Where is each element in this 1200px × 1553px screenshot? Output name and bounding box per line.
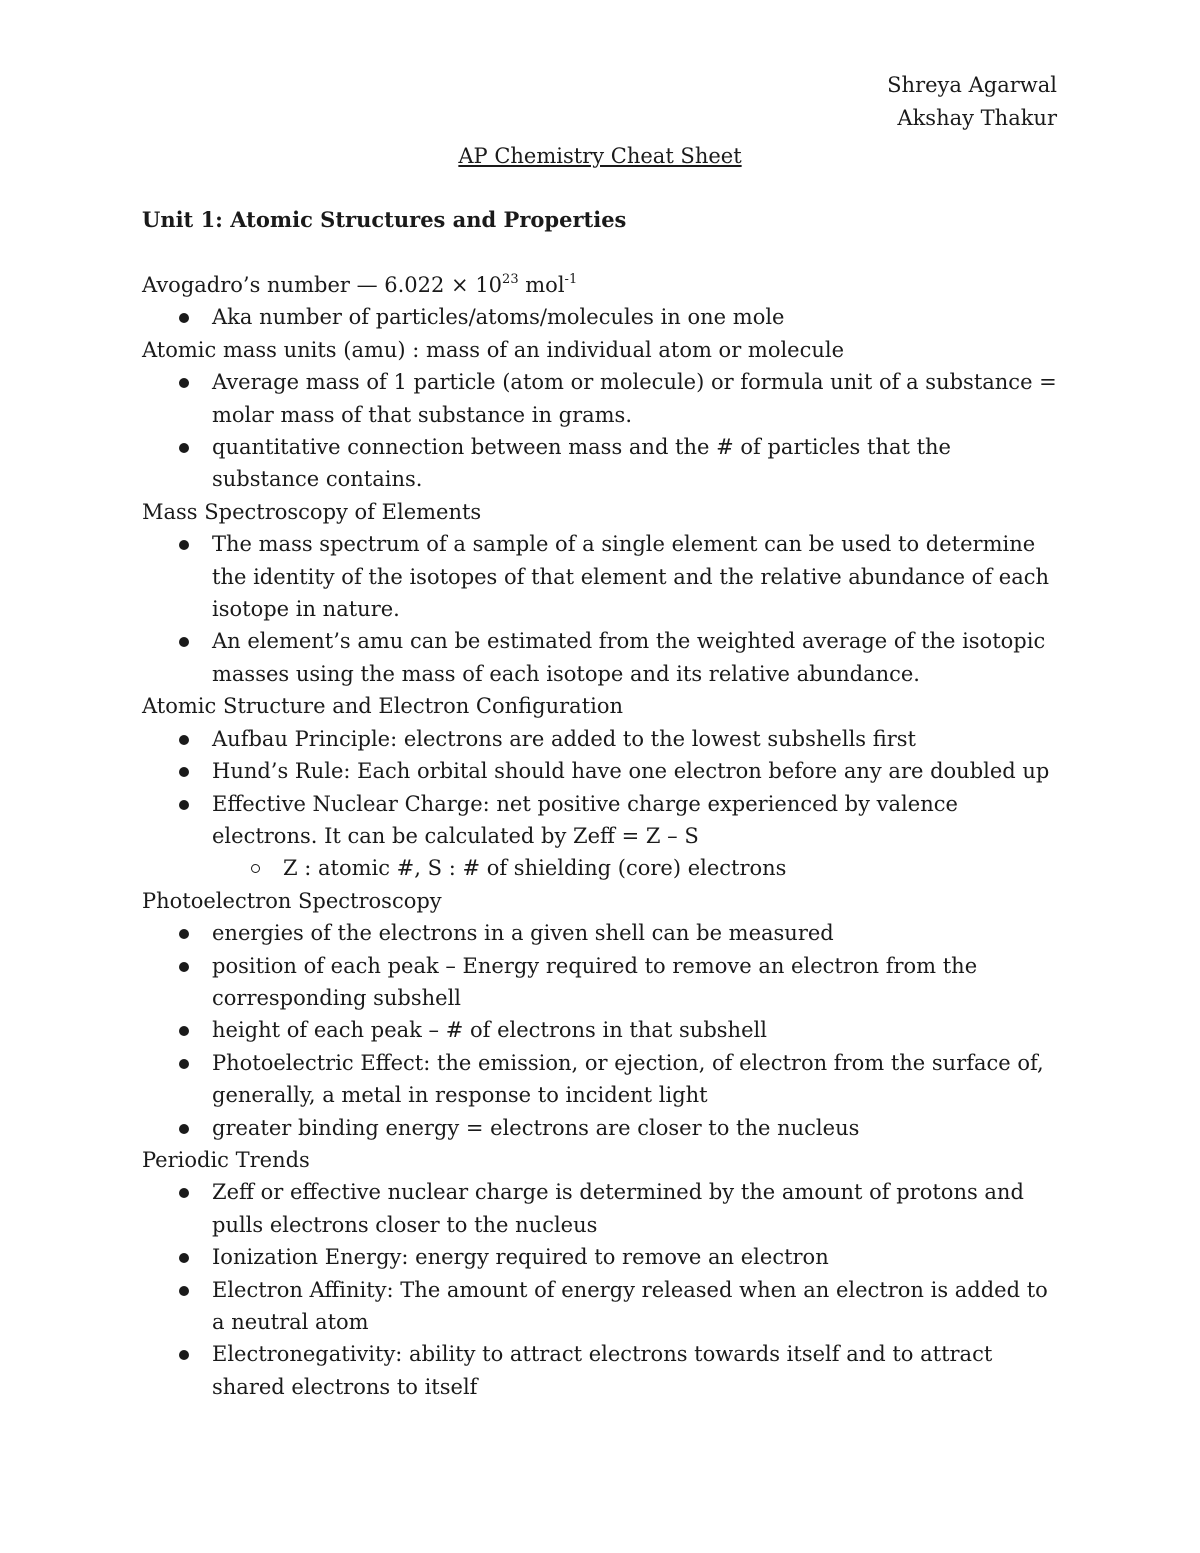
- sub-list-item: Z : atomic #, S : # of shielding (core) electrons: [142, 852, 1062, 884]
- bullet-icon: [179, 313, 189, 323]
- list-item: Effective Nuclear Charge: net positive charge experienced by valence electrons. It can be calculated by Zeff = Z – S: [142, 788, 1062, 853]
- list-item: height of each peak – # of electrons in that subshell: [142, 1014, 1062, 1046]
- amu-heading: Atomic mass units (amu) : mass of an individual atom or molecule: [142, 337, 845, 362]
- list-item: Electronegativity: ability to attract electrons towards itself and to attract shared electrons to itself: [142, 1338, 1062, 1403]
- bullet-icon: [179, 637, 189, 647]
- document-body: [142, 269, 1062, 1403]
- author-name-1: Shreya Agarwal: [887, 73, 1057, 97]
- list-item: Electron Affinity: The amount of energy released when an electron is added to a neutral atom: [142, 1274, 1062, 1339]
- bullet-icon: [179, 767, 189, 777]
- bullet-icon: [179, 1188, 189, 1198]
- list-item: The mass spectrum of a sample of a single element can be used to determine the identity of the isotopes of that element and the relative abundance of each isotope in nature.: [142, 528, 1062, 625]
- bullet-icon: [179, 1059, 189, 1069]
- bullet-icon: [179, 540, 189, 550]
- bullet-icon: [179, 1286, 189, 1296]
- bullet-icon: [179, 1026, 189, 1036]
- list-item: Aka number of particles/atoms/molecules in one mole: [142, 301, 1062, 333]
- bullet-icon: [179, 962, 189, 972]
- list-item: Average mass of 1 particle (atom or molecule) or formula unit of a substance = molar mass of that substance in grams.: [142, 366, 1062, 431]
- list-item: energies of the electrons in a given shell can be measured: [142, 917, 1062, 949]
- list-item: position of each peak – Energy required to remove an electron from the corresponding subshell: [142, 950, 1062, 1015]
- list-item: Hund’s Rule: Each orbital should have one electron before any are doubled up: [142, 755, 1062, 787]
- periodic-trends-heading: Periodic Trends: [142, 1147, 310, 1172]
- document-title: AP Chemistry Cheat Sheet: [458, 144, 742, 168]
- bullet-icon: [179, 1350, 189, 1360]
- bullet-icon: [179, 800, 189, 810]
- pes-heading: Photoelectron Spectroscopy: [142, 888, 442, 913]
- bullet-icon: [179, 378, 189, 388]
- bullet-icon: [179, 735, 189, 745]
- list-item: An element’s amu can be estimated from the weighted average of the isotopic masses using the mass of each isotope and its relative abundance.: [142, 625, 1062, 690]
- bullet-icon: [179, 929, 189, 939]
- bullet-icon: [179, 443, 189, 453]
- atomic-structure-heading: Atomic Structure and Electron Configuration: [142, 694, 624, 719]
- list-item: Aufbau Principle: electrons are added to the lowest subshells first: [142, 723, 1062, 755]
- avogadro-heading: Avogadro’s number — $6.022 \times 10^{23}$ mol$^{-1}$: [142, 272, 578, 297]
- unit-heading: Unit 1: Atomic Structures and Properties: [142, 207, 627, 232]
- author-name-2: Akshay Thakur: [897, 106, 1057, 130]
- mass-spectroscopy-heading: Mass Spectroscopy of Elements: [142, 499, 482, 524]
- list-item: quantitative connection between mass and the # of particles that the substance contains.: [142, 431, 1062, 496]
- bullet-icon: [179, 1253, 189, 1263]
- list-item: Photoelectric Effect: the emission, or ejection, of electron from the surface of, generally, a metal in response to incident light: [142, 1047, 1062, 1112]
- hollow-bullet-icon: [251, 864, 260, 873]
- list-item: Zeff or effective nuclear charge is determined by the amount of protons and pulls electrons closer to the nucleus: [142, 1176, 1062, 1241]
- bullet-icon: [179, 1124, 189, 1134]
- list-item: Ionization Energy: energy required to remove an electron: [142, 1241, 1062, 1273]
- list-item: greater binding energy = electrons are closer to the nucleus: [142, 1112, 1062, 1144]
